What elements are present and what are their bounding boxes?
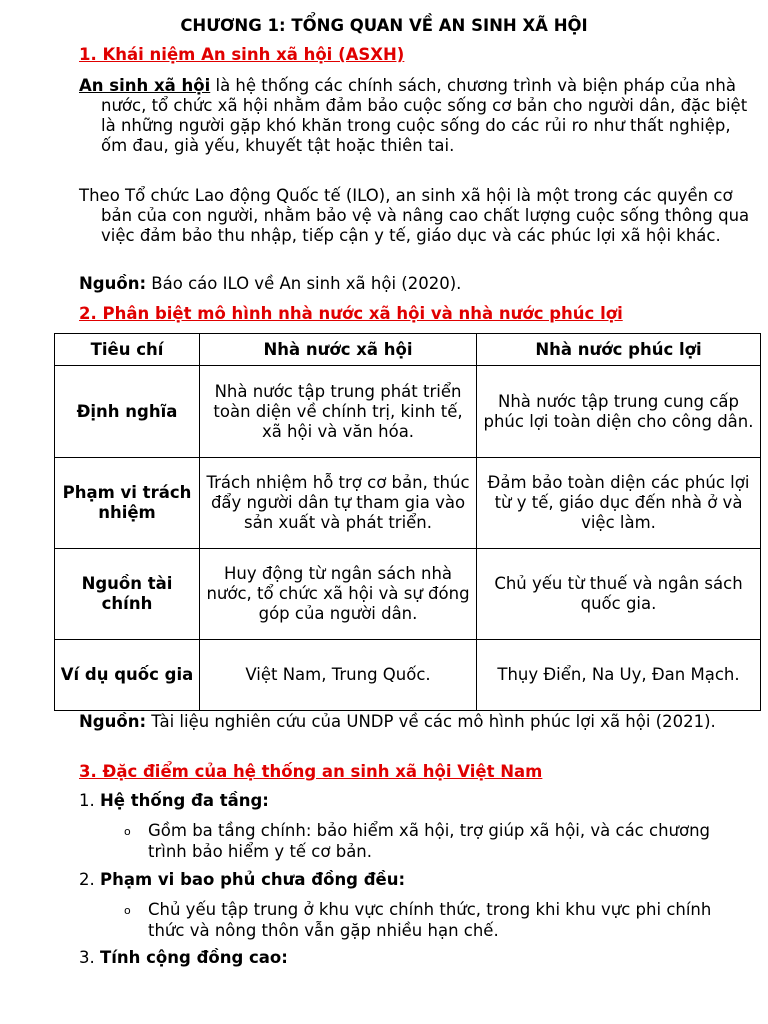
definition-term: An sinh xã hội — [79, 76, 211, 95]
bullet-icon: o — [124, 904, 131, 917]
table-cell: Thụy Điển, Na Uy, Đan Mạch. — [477, 640, 761, 711]
table-row — [55, 458, 761, 549]
table-criterion-cell: Ví dụ quốc gia — [55, 640, 200, 711]
sub-list-item — [124, 900, 748, 941]
comparison-table — [54, 333, 761, 711]
table-cell: Nhà nước tập trung phát triển toàn diện về chính trị, kinh tế, xã hội và văn hóa. — [200, 366, 477, 458]
table-row — [55, 366, 761, 458]
table-header-cell: Nhà nước phúc lợi — [477, 334, 761, 366]
section-2-heading: 2. Phân biệt mô hình nhà nước xã hội và nhà nước phúc lợi — [79, 304, 623, 323]
table-cell: Chủ yếu từ thuế và ngân sách quốc gia. — [477, 549, 761, 640]
table-cell: Việt Nam, Trung Quốc. — [200, 640, 477, 711]
section-1-heading: 1. Khái niệm An sinh xã hội (ASXH) — [79, 45, 405, 64]
section-3-heading: 3. Đặc điểm của hệ thống an sinh xã hội Việt Nam — [79, 762, 543, 781]
table-cell: Huy động từ ngân sách nhà nước, tổ chức xã hội và sự đóng góp của người dân. — [200, 549, 477, 640]
section-1-source — [79, 274, 751, 294]
list-item-label: Hệ thống đa tầng: — [100, 791, 269, 810]
sub-list-text: Gồm ba tầng chính: bảo hiểm xã hội, trợ giúp xã hội, và các chương trình bảo hiểm y tế cơ bản. — [148, 821, 711, 861]
ilo-paragraph: Theo Tổ chức Lao động Quốc tế (ILO), an sinh xã hội là một trong các quyền cơ bản của con người, nhằm bảo vệ và nâng cao chất lượng cuộc sống thông qua việc đảm bảo thu nhập, tiếp cận y tế, giáo dục và các phúc lợi xã hội khác. — [79, 186, 750, 245]
table-row — [55, 640, 761, 711]
table-cell: Trách nhiệm hỗ trợ cơ bản, thúc đẩy người dân tự tham gia vào sản xuất và phát triển. — [200, 458, 477, 549]
table-cell: Nhà nước tập trung cung cấp phúc lợi toàn diện cho công dân. — [477, 366, 761, 458]
list-item-label: Phạm vi bao phủ chưa đồng đều: — [100, 870, 406, 889]
list-item-label: Tính cộng đồng cao: — [100, 948, 288, 967]
source-text: Báo cáo ILO về An sinh xã hội (2020). — [146, 274, 462, 293]
chapter-title: CHƯƠNG 1: TỔNG QUAN VỀ AN SINH XÃ HỘI — [180, 16, 588, 35]
table-header-cell: Tiêu chí — [55, 334, 200, 366]
source-label: Nguồn: — [79, 712, 147, 731]
list-number: 3. — [79, 948, 95, 967]
table-cell: Đảm bảo toàn diện các phúc lợi từ y tế, giáo dục đến nhà ở và việc làm. — [477, 458, 761, 549]
list-number: 2. — [79, 870, 95, 889]
list-item — [79, 948, 729, 968]
table-criterion-cell: Nguồn tài chính — [55, 549, 200, 640]
table-header-row — [55, 334, 761, 366]
table-row — [55, 549, 761, 640]
source-text: Tài liệu nghiên cứu của UNDP về các mô hình phúc lợi xã hội (2021). — [146, 712, 716, 731]
definition-paragraph — [79, 76, 751, 156]
sub-list-text: Chủ yếu tập trung ở khu vực chính thức, trong khi khu vực phi chính thức và nông thôn vẫn gặp nhiều hạn chế. — [148, 900, 712, 940]
table-header-cell: Nhà nước xã hội — [200, 334, 477, 366]
bullet-icon: o — [124, 825, 131, 838]
definition-text: là hệ thống các chính sách, chương trình và biện pháp của nhà nước, tổ chức xã hội nhằm đảm bảo cuộc sống cơ bản cho người dân, đặc biệt là những người gặp khó khăn trong cuộc sống do các rủi ro như thất nghiệp, ốm đau, già yếu, khuyết tật hoặc thiên tai. — [101, 76, 748, 155]
table-criterion-cell: Phạm vi trách nhiệm — [55, 458, 200, 549]
source-label: Nguồn: — [79, 274, 147, 293]
list-item — [79, 791, 729, 811]
list-number: 1. — [79, 791, 95, 810]
section-2-source — [79, 712, 751, 732]
table-criterion-cell: Định nghĩa — [55, 366, 200, 458]
sub-list-item — [124, 821, 748, 862]
list-item — [79, 870, 729, 890]
